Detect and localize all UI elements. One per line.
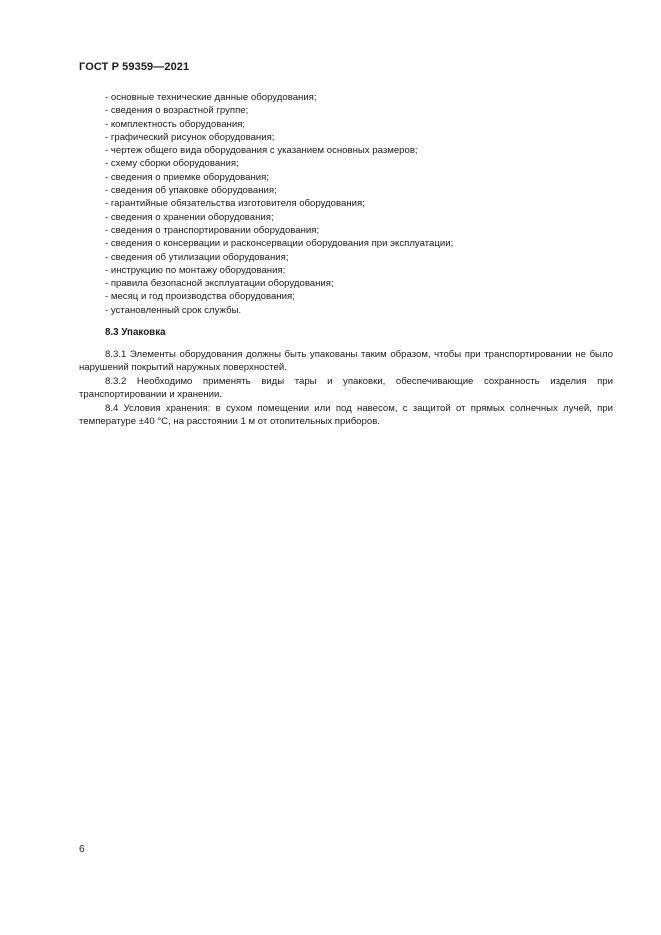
document-header: ГОСТ Р 59359—2021 xyxy=(79,61,190,73)
list-item: - сведения об упаковке оборудования; xyxy=(105,185,277,197)
list-item: - сведения о возрастной группе; xyxy=(105,105,249,117)
list-item: - сведения о хранении оборудования; xyxy=(105,211,274,223)
list-item: - инструкцию по монтажу оборудования; xyxy=(105,264,286,276)
page-number: 6 xyxy=(79,844,85,855)
section-heading: 8.3 Упаковка xyxy=(105,327,166,338)
list-item: - правила безопасной эксплуатации оборудования; xyxy=(105,278,334,290)
paragraph-8-3-2: 8.3.2 Необходимо применять виды тары и упаковки, обеспечивающие сохранность изделия при транспортировании и хранении. xyxy=(79,376,613,401)
document-requirements-list xyxy=(105,91,625,317)
list-item: - сведения о приемке оборудования; xyxy=(105,171,269,183)
list-item: - чертеж общего вида оборудования с указанием основных размеров; xyxy=(105,145,418,157)
list-item: - схему сборки оборудования; xyxy=(105,158,239,170)
list-item: - графический рисунок оборудования; xyxy=(105,131,275,143)
list-item: - сведения о транспортировании оборудования; xyxy=(105,224,320,236)
list-item: - основные технические данные оборудования; xyxy=(105,92,317,103)
paragraph-8-4: 8.4 Условия хранения: в сухом помещении или под навесом, с защитой от прямых солнечных лучей, при температуре ±40 °С, на расстоянии 1 м от отопительных приборов. xyxy=(79,403,613,428)
list-item: - сведения о консервации и расконсервации оборудования при эксплуатации; xyxy=(105,238,454,250)
list-item: - месяц и год производства оборудования; xyxy=(105,291,295,303)
paragraph-8-3-1: 8.3.1 Элементы оборудования должны быть упакованы таким образом, чтобы при транспортировании не было нарушений покрытий наружных поверхностей. xyxy=(79,349,613,374)
list-item: - сведения об утилизации оборудования; xyxy=(105,251,289,263)
list-item: - гарантийные обязательства изготовителя оборудования; xyxy=(105,198,365,210)
list-item: - комплектность оборудования; xyxy=(105,118,246,130)
list-item: - установленный срок службы. xyxy=(105,304,242,316)
